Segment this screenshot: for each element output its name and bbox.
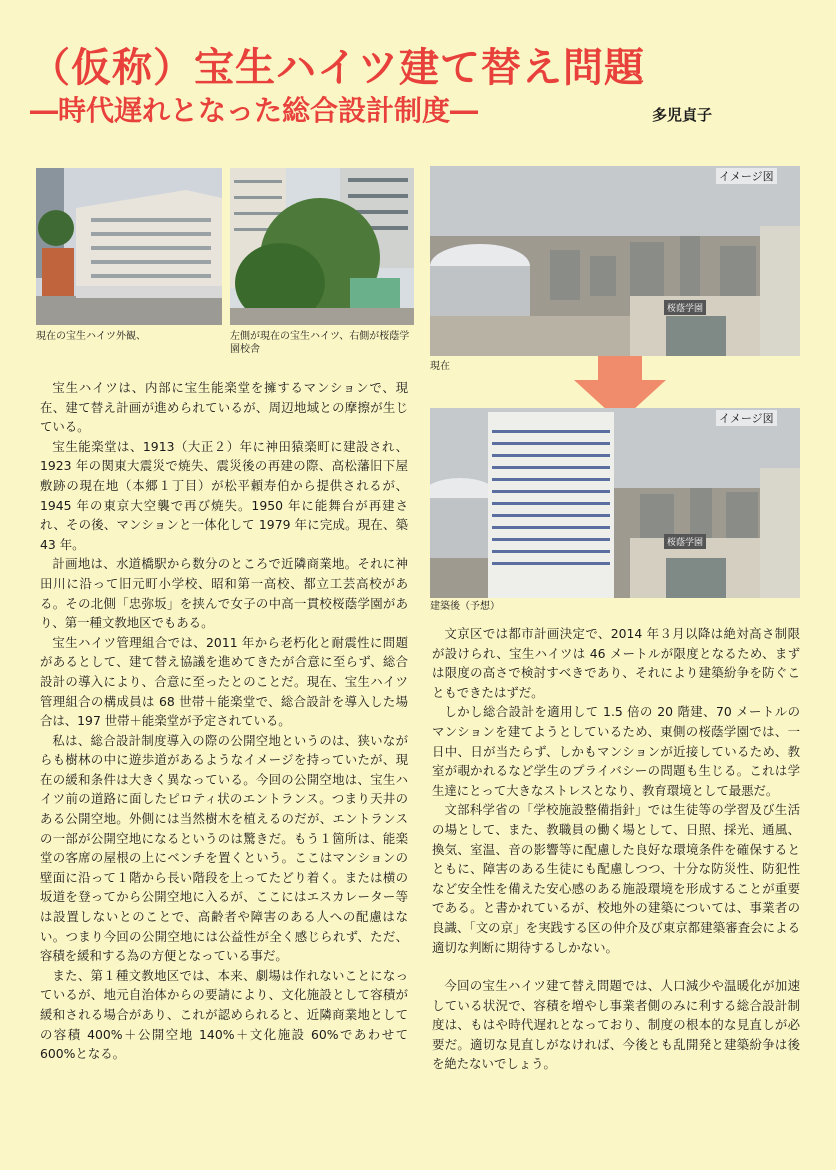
paragraph: 私は、総合設計制度導入の際の公開空地というのは、狭いながらも樹林の中に遊歩道があるようなイメージを持っていたが、現在の緩和条件は大きく異なっている。今回の公開空地は、宝生ハイツ前の道路に面したピロティ状のエントランス。つまり天井のある公開空地。外側には当然樹木を植えるのだが、エントランスの一部が公開空地になるというのは驚きだ。もう１箇所は、能楽堂の客席の屋根の上にベンチを置くという。ここはマンションの壁面に沿って１階から長い階段を上ってたどり着く。または横の坂道を登ってから公開空地に入るが、ここにはエスカレーター等は設置しないとのことで、高齢者や障害のある人への配慮はない。つまり今回の公開空地には公益性が全く感じられず、ただ、容積を緩和する為の方便となっている事だ。 xyxy=(40,732,408,964)
author-name: 多児貞子 xyxy=(652,106,713,124)
page-subtitle: ―時代遅れとなった総合設計制度― xyxy=(30,94,479,127)
render-after-tag: イメージ図 xyxy=(716,410,777,426)
paragraph: 宝生ハイツは、内部に宝生能楽堂を擁するマンションで、現在、建て替え計画が進められているが、周辺地域との摩擦が生じている。 xyxy=(40,380,408,435)
paragraph: しかし総合設計を適用して 1.5 倍の 20 階建、70 メートルのマンションを建てようとしているため、東側の桜蔭学園では、一日中、日が当たらず、しかもマンションが近接しているため、教室が覗かれるなど学生のプライバシーの問題も生じる。これは学生達にとって大きなストレスとなり、教育環境として最悪だ。 xyxy=(432,704,800,798)
paragraph: 宝生ハイツ管理組合では、2011 年から老朽化と耐震性に問題があるとして、建て替え協議を進めてきたが合意に至らず、総合設計の導入により、合意に至ったとのことだ。現在、宝生ハイツ管理組合の構成員は 68 世帯＋能楽堂で、総合設計を導入した場合は、197 世帯＋能楽堂が予定されている。 xyxy=(40,634,408,729)
paragraph: 文部科学省の「学校施設整備指針」では生徒等の学習及び生活の場として、また、教職員の働く場として、日照、採光、通風、換気、室温、音の影響等に配慮した良好な環境条件を確保するとともに、障害のある生徒にも配慮しつつ、十分な防災性、防犯性など安全性を備えた安心感のある施設環境を形成することが重要である。と書かれているが、校地外の建築については、事業者の良識、「文の京」を実践する区の仲介及び東京都建築審査会による適切な判断に期待するしかない。 xyxy=(432,802,800,955)
photo-building-and-school-caption: 左側が現在の宝生ハイツ、右側が桜蔭学園校舎 xyxy=(230,331,410,355)
render-current xyxy=(430,166,800,356)
photo-building-and-school xyxy=(230,168,414,325)
photo-current-exterior xyxy=(36,168,222,325)
paragraph: 今回の宝生ハイツ建て替え問題では、人口減少や温暖化が加速している状況で、容積を増やし事業者側のみに利する総合設計制度は、もはや時代遅れとなっており、制度の根本的な見直しが必要だ。適切な見直しがなければ、今後とも乱開発と建築紛争は後を絶たないでしょう。 xyxy=(432,978,800,1072)
render-after xyxy=(430,408,800,598)
render-current-tag: イメージ図 xyxy=(716,168,777,184)
paragraph: 宝生能楽堂は、1913（大正２）年に神田猿楽町に建設され、1923 年の関東大震災で焼失、震災後の再建の際、高松藩旧下屋敷跡の現在地（本郷１丁目）が松平頼寿伯から提供されるが、1945 年の東京大空襲で再び焼失。1950 年に能舞台が再建され、その後、マンションと一体化して 1979 年に完成。現在、築 43 年。 xyxy=(40,438,408,552)
article-left-column xyxy=(40,378,408,1064)
photo-current-exterior-caption: 現在の宝生ハイツ外観、 xyxy=(36,331,146,342)
page-title: （仮称）宝生ハイツ建て替え問題 xyxy=(30,45,645,91)
paragraph: また、第１種文教地区では、本来、劇場は作れないことになっているが、地元自治体からの要請により、文化施設として容積が緩和される場合があり、これが認められると、近隣商業地としての容積 400%＋公開空地 140%＋文化施設 60%であわせて 600%となる。 xyxy=(40,967,408,1062)
article-right-column xyxy=(432,624,800,1074)
render-after-caption: 建築後（予想） xyxy=(430,601,500,612)
paragraph: 計画地は、水道橋駅から数分のところで近隣商業地。それに神田川に沿って旧元町小学校、昭和第一高校、都立工芸高校がある。その北側「忠弥坂」を挟んで女子の中高一貫校桜蔭学園があり、第一種文教地区でもある。 xyxy=(40,556,408,631)
render-after-school-sign: 桜蔭学園 xyxy=(664,534,706,549)
render-current-school-sign: 桜蔭学園 xyxy=(664,300,706,315)
paragraph: 文京区では都市計画決定で、2014 年３月以降は絶対高さ制限が設けられ、宝生ハイツは 46 メートルが限度となるため、まずは限度の高さで検討すべきであり、それにより建築紛争を防ぐこともできたはずだ。 xyxy=(432,626,800,700)
render-current-caption: 現在 xyxy=(430,361,450,372)
